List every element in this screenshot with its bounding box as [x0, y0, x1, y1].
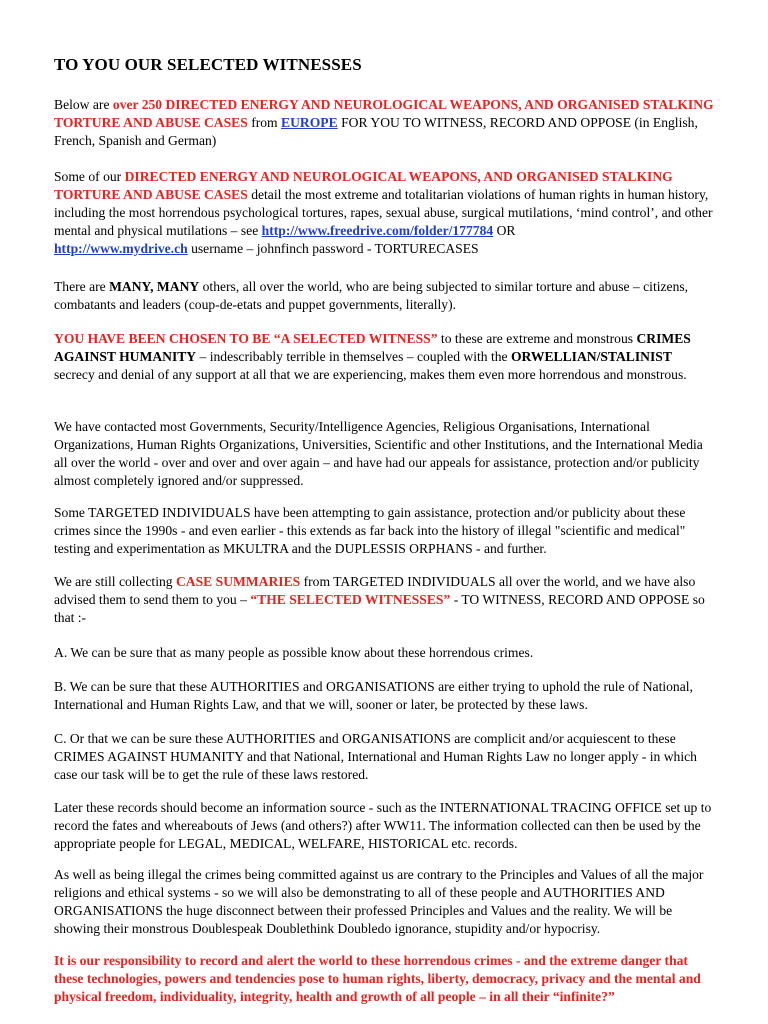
- intro-text-2: from: [247, 115, 282, 130]
- chosen-text-2: – indescribably terrible in themselves – coupled with the: [196, 349, 511, 364]
- responsibility-paragraph: It is our responsibility to record and alert the world to these horrendous crimes - and the extreme danger that these technologies, powers and tendencies pose to human rights, liberty, democracy, privacy and the mental and physical freedom, individuality, integrity, health and growth of all people – in all their “infinite?”: [54, 953, 701, 1004]
- document-title: TO YOU OUR SELECTED WITNESSES: [54, 55, 362, 74]
- records-paragraph: Later these records should become an information source - such as the INTERNATIONAL TRACING OFFICE set up to record the fates and whereabouts of Jews (and others?) after WW11. The information collected can then be used by the appropriate people for LEGAL, MEDICAL, WELFARE, HISTORICAL etc. records.: [54, 800, 712, 851]
- selected-witnesses-highlight: “THE SELECTED WITNESSES”: [250, 592, 451, 607]
- cases-text-2: detail the most extreme and totalitarian violations of human rights in human history, including the most horrendous psychological tortures, rapes, sexual abuse, surgical mutilations, ‘mind control’, and other mental and physical mutilations – see: [54, 187, 713, 238]
- point-a: A. We can be sure that as many people as possible know about these horrendous crimes.: [54, 645, 534, 660]
- cases-paragraph: [54, 168, 716, 258]
- others-text-1: There are: [54, 279, 110, 294]
- collecting-text-3: - TO WITNESS, RECORD AND OPPOSE so that :-: [54, 592, 705, 625]
- mydrive-link[interactable]: http://www.mydrive.ch: [54, 241, 188, 256]
- others-bold: MANY, MANY: [109, 279, 200, 294]
- cases-text-3: OR: [493, 223, 516, 238]
- others-paragraph: [54, 278, 716, 314]
- chosen-text-3: secrecy and denial of any support at all that we are experiencing, makes them even more horrendous and monstrous.: [54, 367, 687, 382]
- freedrive-link[interactable]: http://www.freedrive.com/folder/177784: [261, 223, 494, 238]
- point-b: B. We can be sure that these AUTHORITIES and ORGANISATIONS are either trying to uphold the rule of National, International and Human Rights Law, and that we will, sooner or later, be protected by these laws.: [54, 679, 693, 712]
- chosen-highlight: YOU HAVE BEEN CHOSEN TO BE “A SELECTED WITNESS”: [54, 331, 438, 346]
- orwellian-bold: ORWELLIAN/STALINIST: [510, 349, 672, 364]
- chosen-text-1: to these are extreme and monstrous: [437, 331, 637, 346]
- cases-highlight: DIRECTED ENERGY AND NEUROLOGICAL WEAPONS, AND ORGANISED STALKING TORTURE AND ABUSE CASES: [54, 169, 673, 202]
- collecting-paragraph: [54, 573, 716, 627]
- collecting-text-2: from TARGETED INDIVIDUALS all over the world, and we have also advised them to send them to you –: [54, 574, 696, 607]
- crimes-bold: CRIMES AGAINST HUMANITY: [54, 331, 691, 364]
- point-c: C. Or that we can be sure these AUTHORITIES and ORGANISATIONS are complicit and/or acquiescent to these CRIMES AGAINST HUMANITY and that National, International and Human Rights Law no longer apply - in which case our task will be to get the rule of these laws restored.: [54, 731, 697, 782]
- intro-paragraph: [54, 96, 716, 150]
- intro-text-1: Below are: [54, 97, 113, 112]
- cases-text-1: Some of our: [54, 169, 125, 184]
- intro-highlight: over 250 DIRECTED ENERGY AND NEUROLOGICAL WEAPONS, AND ORGANISED STALKING TORTURE AND ABUSE CASES: [54, 97, 714, 130]
- europe-link[interactable]: EUROPE: [281, 115, 338, 130]
- collecting-text-1: We are still collecting: [54, 574, 176, 589]
- targeted-paragraph: Some TARGETED INDIVIDUALS have been attempting to gain assistance, protection and/or publicity about these crimes since the 1990s - and even earlier - this extends as far back into the history of illegal "scientific and medical" testing and experimentation as MKULTRA and the DUPLESSIS ORPHANS - and further.: [54, 505, 686, 556]
- illegal-paragraph: As well as being illegal the crimes being committed against us are contrary to the Principles and Values of all the major religions and ethical systems - so we will also be demonstrating to all of these people and AUTHORITIES AND ORGANISATIONS the huge disconnect between their professed Principles and Values and the reality. We will be showing their monstrous Doublespeak Doublethink Doubledo ignorance, stupidity and/or hypocrisy.: [54, 867, 704, 936]
- case-summaries-highlight: CASE SUMMARIES: [175, 574, 301, 589]
- chosen-paragraph: [54, 330, 716, 384]
- contacted-paragraph: We have contacted most Governments, Security/Intelligence Agencies, Religious Organisations, International Organizations, Human Rights Organizations, Universities, Scientific and other Institutions, and the International Media all over the world - over and over and over again – and have had our appeals for assistance, protection and/or publicity almost completely ignored and/or suppressed.: [54, 419, 703, 488]
- intro-text-3: FOR YOU TO WITNESS, RECORD AND OPPOSE (in English, French, Spanish and German): [54, 115, 698, 148]
- cases-text-4: username – johnfinch password - TORTURECASES: [187, 241, 479, 256]
- others-text-2: others, all over the world, who are being subjected to similar torture and abuse – citizens, combatants and leaders (coup-de-etats and puppet governments, literally).: [54, 279, 689, 312]
